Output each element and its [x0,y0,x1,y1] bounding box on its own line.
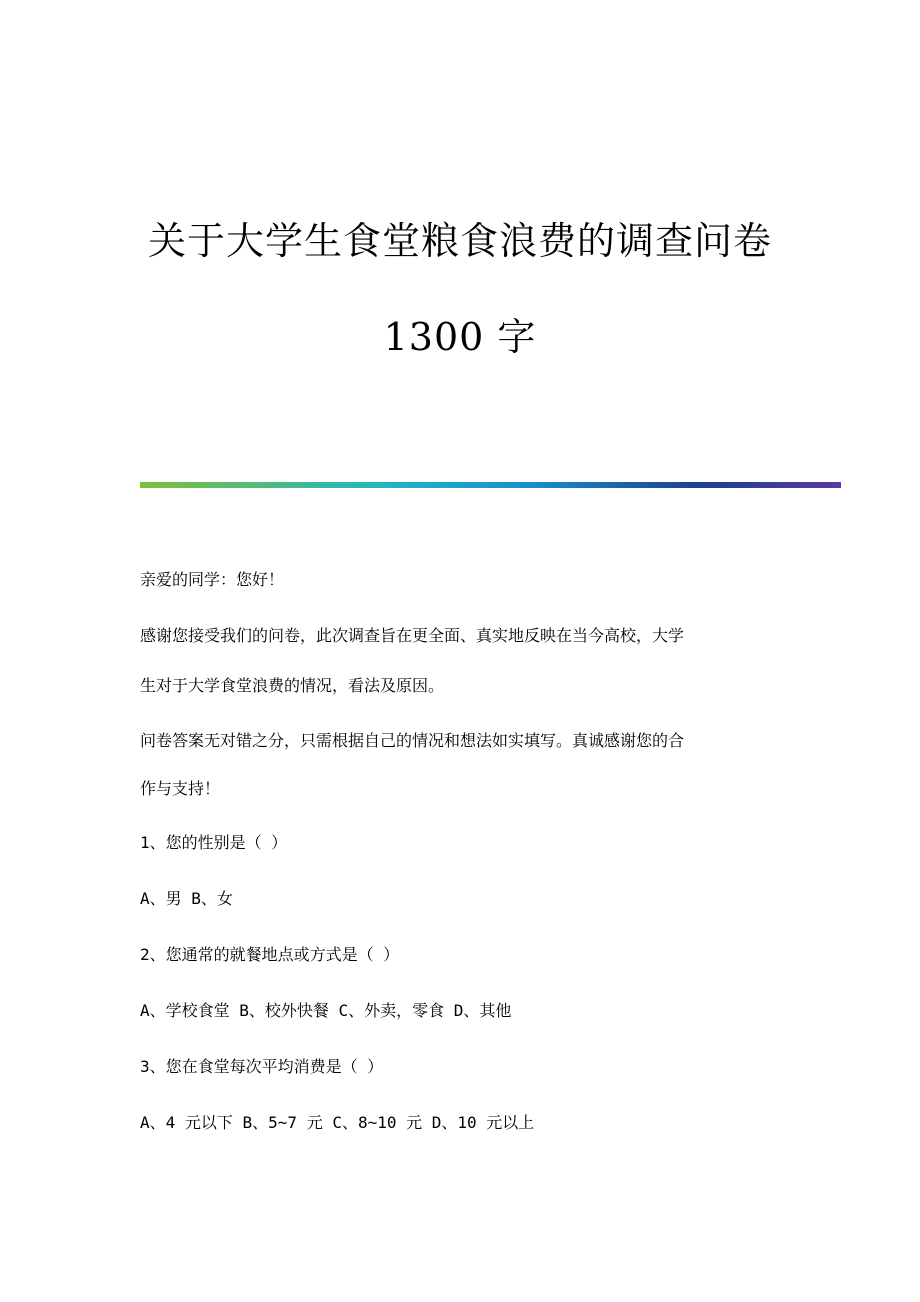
intro-line-2: 生对于大学食堂浪费的情况，看法及原因。 [140,676,445,695]
greeting-line: 亲爱的同学：您好！ [140,570,285,589]
question-2-options: A、学校食堂 B、校外快餐 C、外卖，零食 D、其他 [140,1001,512,1020]
question-2: 2、您通常的就餐地点或方式是（ ） [140,945,400,964]
question-1: 1、您的性别是（ ） [140,833,288,852]
question-3-options: A、4 元以下 B、5~7 元 C、8~10 元 D、10 元以上 [140,1113,535,1132]
gradient-divider [140,482,841,488]
intro-line-1: 感谢您接受我们的问卷，此次调查旨在更全面、真实地反映在当今高校，大学 [140,626,685,645]
document-title-line2: 1300 字 [383,315,537,359]
question-3: 3、您在食堂每次平均消费是（ ） [140,1057,384,1076]
instruction-line-1: 问卷答案无对错之分，只需根据自己的情况和想法如实填写。真诚感谢您的合 [140,731,685,750]
document-title-line1: 关于大学生食堂粮食浪费的调查问卷 [147,219,772,263]
instruction-line-2: 作与支持！ [140,779,221,798]
question-1-options: A、男 B、女 [140,889,233,908]
